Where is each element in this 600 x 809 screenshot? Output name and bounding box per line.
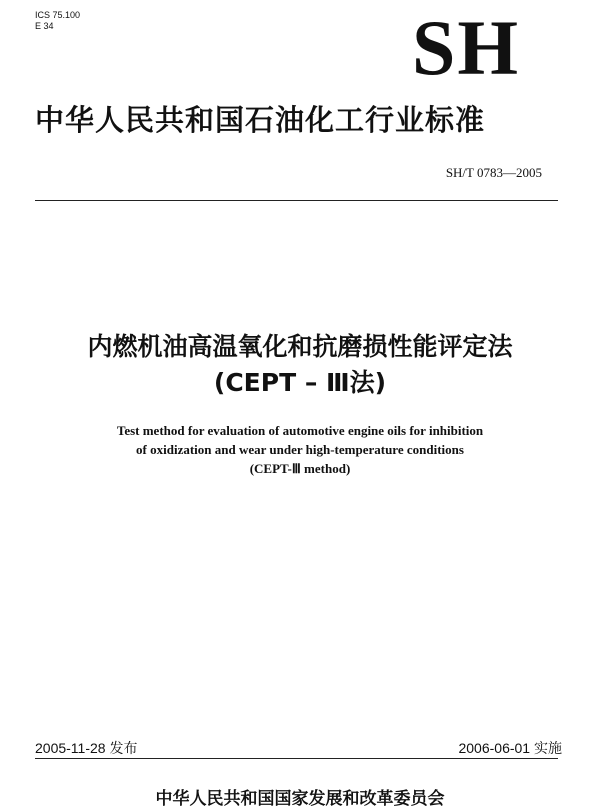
title-cn-line-2: (CEPT – Ⅲ法) (213, 368, 387, 397)
standard-body-title: 中华人民共和国石油化工行业标准 (35, 103, 486, 137)
ics-code-block (35, 10, 80, 32)
title-en-line-2: of oxidization and wear under high-temperature conditions (136, 442, 464, 457)
class-code: E 34 (35, 21, 54, 31)
standard-number: SH/T 0783—2005 (445, 165, 542, 180)
issue-date: 2005-11-28 发布 (35, 740, 138, 756)
publisher: 中华人民共和国国家发展和改革委员会 (155, 789, 445, 809)
header-divider (35, 200, 558, 201)
sh-logo: SH (411, 4, 520, 91)
title-en-line-3: (CEPT-Ⅲ method) (249, 461, 351, 476)
title-en-line-1: Test method for evaluation of automotive engine oils for inhibition (116, 423, 484, 438)
ics-code: ICS 75.100 (35, 10, 81, 20)
title-cn-line-1: 内燃机油高温氧化和抗磨损性能评定法 (87, 332, 513, 361)
footer-divider (35, 758, 558, 759)
effective-date: 2006-06-01 实施 (458, 740, 562, 756)
